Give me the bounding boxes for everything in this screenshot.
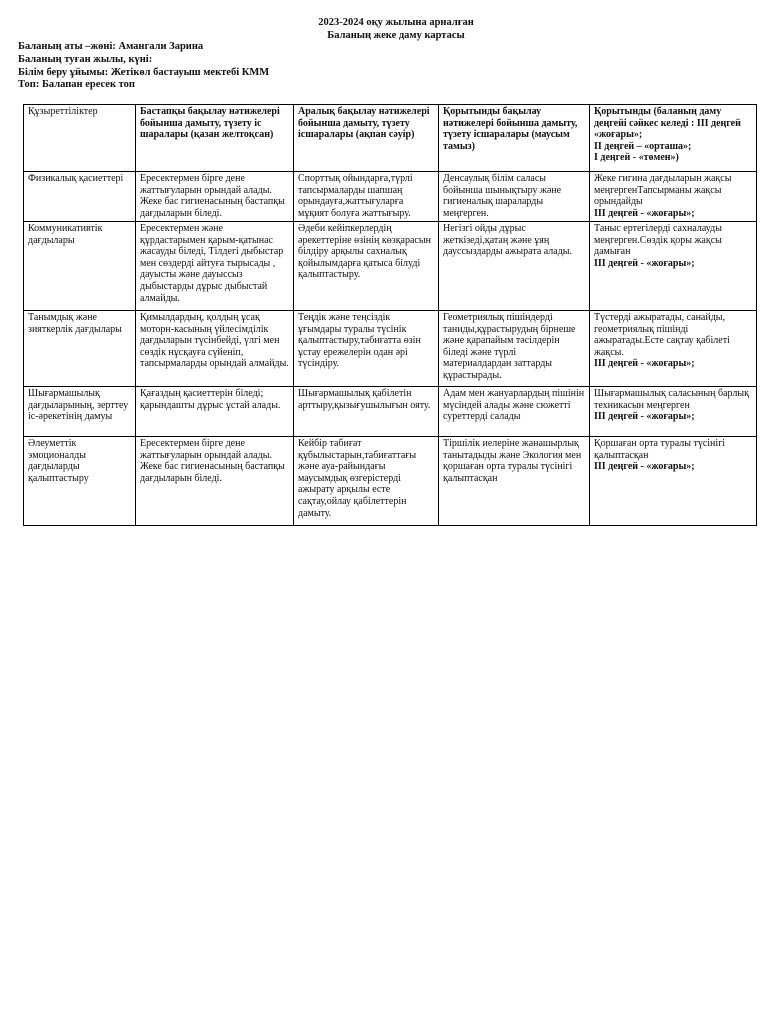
summary-cell	[590, 222, 757, 311]
summary-cell	[590, 311, 757, 387]
intermediate-cell: Әдеби кейіпкерлердің әрекеттеріне өзінің көзқарасын білдіру арқылы сахналық қойылымдарға қатыса білуді қалыптастыру.	[294, 222, 439, 311]
intermediate-cell: Спорттық ойындарға,түрлі тапсырмаларды шапшаң орындауға,жаттығуларға мұқият болуға жаттығыру.	[294, 172, 439, 222]
level-label: ІІІ деңгей - «жоғары»;	[594, 207, 695, 219]
education-organization: Білім беру ұйымы: Жетікөл бастауыш мектебі КММ	[18, 66, 270, 78]
header-competencies: Құзыреттіліктер	[24, 105, 136, 172]
competency-cell: Физикалық қасиеттері	[24, 172, 136, 222]
initial-cell: Қимылдардың, қолдың ұсақ моторн-касының үйлесімділік дағдыларын түсінбейді, үлгі мен сөздік нұсқауға сүйеніп, тапсырмаларды орындай алмайды.	[136, 311, 294, 387]
initial-cell: Ересектермен бірге дене жаттығуларын орындай алады. Жеке бас гигиенасының бастапқы дағдыларын біледі.	[136, 172, 294, 222]
summary-text: Жеке гигина дағдыларын жақсы меңгергенТапсырманы жақсы орындайды	[594, 173, 732, 208]
group-name: Топ: Балапан ересек топ	[18, 79, 135, 91]
child-birth-date: Баланың туған жылы, күні:	[18, 53, 153, 65]
header-summary-line1: Қорытынды (баланың даму деңгейі сәйкес келеді : ІІІ деңгей «жоғары»;	[594, 106, 741, 141]
final-cell: Геометриялық пішіндерді таниды,құрастырудың бірнеше және қарапайым тәсілдерін біледі және түрлі материалдардан заттарды құрастырады.	[439, 311, 590, 387]
summary-cell	[590, 172, 757, 222]
final-cell: Негізгі ойды дұрыс жеткізеді,қатаң және ұяң дауссыздарды ажырата алады.	[439, 222, 590, 311]
summary-text: Түстерді ажыратады, санайды, геометриялық пішінді ажыратады.Есте сақтау қабілеті жақсы.	[594, 312, 730, 358]
final-cell: Денсаулық білім саласы бойынша шынықтыру және гигиеналық шараларды меңгерген.	[439, 172, 590, 222]
summary-text: Қоршаған орта туралы түсінігі қалыптасқан	[594, 438, 726, 461]
development-card-table	[23, 104, 757, 526]
table-header-row	[24, 105, 757, 172]
level-label: ІІІ деңгей - «жоғары»;	[594, 461, 695, 473]
competency-cell: Әлеуметтік эмоционалды дағдыларды қалыптастыру	[24, 437, 136, 526]
initial-cell: Ересектермен бірге дене жаттығуларын орындай алады. Жеке бас гигиенасының бастапқы дағдыларын біледі.	[136, 437, 294, 526]
competency-cell: Танымдық және зияткерлік дағдылары	[24, 311, 136, 387]
document-title-year: 2023-2024 оқу жылына арналған	[318, 17, 474, 28]
header-summary	[590, 105, 757, 172]
summary-cell	[590, 437, 757, 526]
initial-cell: Ересектермен және құрдастарымен қарым-қатынас жасауды біледі, Тілдегі дыбыстар мен сөздерді айтуға тырысады , дауысты және дауыссыз дыбыстарды дұрыс дыбыстай алмайды.	[136, 222, 294, 311]
table-row	[24, 437, 757, 526]
level-label: ІІІ деңгей - «жоғары»;	[594, 358, 695, 370]
summary-text: Шығармашылық саласының барлық техникасын меңгерген	[594, 388, 749, 411]
child-info	[18, 41, 269, 92]
table-row	[24, 311, 757, 387]
header-initial-assessment: Бастапқы бақылау нәтижелері бойынша дамыту, түзету іс шаралары (қазан желтоқсан)	[136, 105, 294, 172]
final-cell: Адам мен жануарлардың пішінін мүсіндей алады және сюжетті суреттерді салады	[439, 387, 590, 437]
child-name: Баланың аты –жөні: Амангали Зарина	[18, 41, 204, 52]
intermediate-cell: Шығармашылық қабілетін арттыру,қызығушылығын ояту.	[294, 387, 439, 437]
competency-cell: Коммуникативтік дағдылары	[24, 222, 136, 311]
table-row	[24, 222, 757, 311]
header-final-assessment: Қорытынды бақылау нәтижелері бойынша дамыту, түзету ісшаралары (маусым тамыз)	[439, 105, 590, 172]
header-intermediate-assessment: Аралық бақылау нәтижелері бойынша дамыту, түзету ісшаралары (ақпан сәуір)	[294, 105, 439, 172]
final-cell: Тіршілік иелеріне жанашырлық танытадыды және Экология мен қоршаған орта туралы түсінігі қалыптасқан	[439, 437, 590, 526]
intermediate-cell: Кейбір табиғат құбылыстарын,табиғаттағы және ауа-райындағы маусымдық өзгерістерді ажырату арқылы есте сақтау,ойлау қабілеттерін дамыту.	[294, 437, 439, 526]
table-row	[24, 172, 757, 222]
table-row	[24, 387, 757, 437]
initial-cell: Қағаздың қасиеттерін біледі; қарындашты дұрыс ұстай алады.	[136, 387, 294, 437]
document-title: Баланың жеке даму картасы	[327, 30, 465, 41]
header-summary-line3: І деңгей - «төмен»)	[594, 152, 679, 164]
level-label: ІІІ деңгей - «жоғары»;	[594, 257, 695, 269]
header-summary-line2: ІІ деңгей – «орташа»;	[594, 140, 692, 152]
level-label: ІІІ деңгей - «жоғары»;	[594, 411, 695, 423]
summary-cell	[590, 387, 757, 437]
intermediate-cell: Теңдік және теңсіздік ұғымдары туралы түсінік қалыптастыру,табиғатта өзін ұстау ережелерін одан әрі түсіндіру.	[294, 311, 439, 387]
competency-cell: Шығармашылық дағдыларының, зерттеу іс-әрекетінің дамуы	[24, 387, 136, 437]
summary-text: Таныс ертегілерді сахналауды меңгерген.Сөздік қоры жақсы дамыған	[594, 223, 722, 258]
